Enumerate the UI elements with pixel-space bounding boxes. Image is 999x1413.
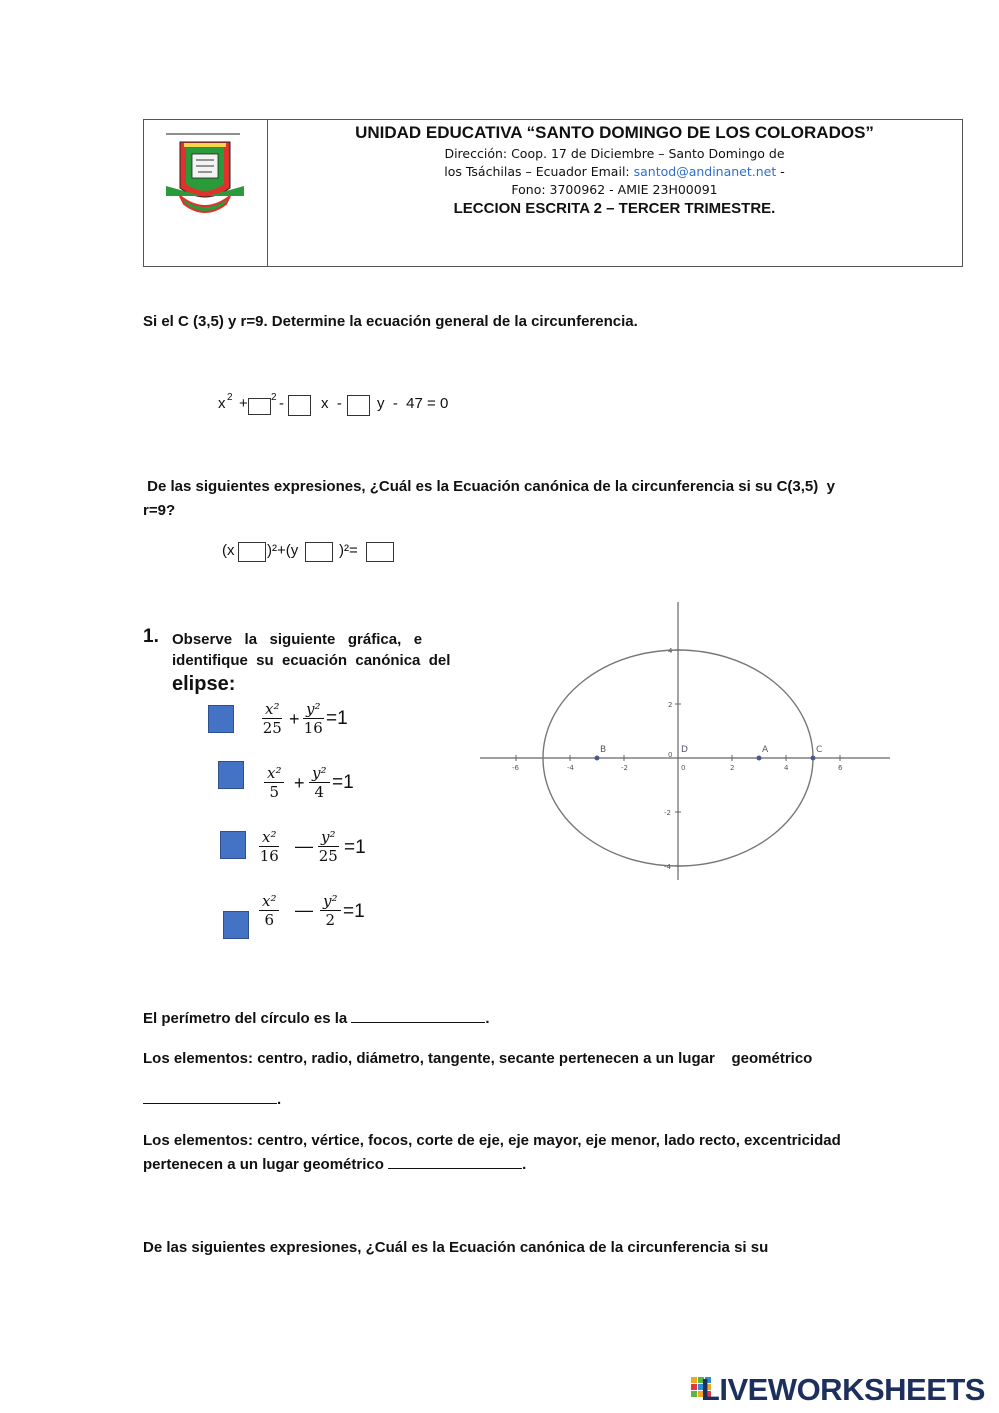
answer-box-5[interactable] (305, 542, 333, 562)
answer-box-1[interactable] (248, 398, 271, 415)
liveworksheets-brand[interactable]: LIVEWORKSHEETS (700, 1372, 985, 1407)
point-label-b: B (600, 745, 607, 755)
phone-line: Fono: 3700962 - AMIE 23H00091 (511, 182, 718, 197)
point-b (595, 756, 600, 761)
option-a-frac-1: $\frac{\text{x²}}{25}$ (262, 700, 282, 737)
eq-y-term: y - 47 = 0 (377, 395, 449, 412)
eq-x-term: x - (321, 395, 342, 412)
y-tick-label: -4 (664, 863, 671, 871)
x-tick-label: 4 (784, 764, 789, 772)
point-label-a: A (762, 745, 769, 755)
x-tick-label: 0 (681, 764, 686, 772)
eq-x-exp: 2 (227, 392, 233, 403)
eq-plus: + (239, 395, 248, 412)
option-c-frac-1: $\frac{\text{x²}}{16}$ (259, 828, 279, 865)
question-2-prompt-line-1: De las siguientes expresiones, ¿Cuál es la Ecuación canónica de la circunferencia si su C(3,5) y (143, 478, 835, 495)
option-b-checkbox[interactable] (218, 761, 244, 789)
address-line-2 (267, 164, 962, 179)
option-d-operator: — (295, 900, 313, 920)
y-tick-label: 4 (668, 647, 673, 655)
option-b-frac-2: $\frac{\text{y²}}{4}$ (309, 764, 330, 801)
option-c-operator: — (295, 836, 313, 856)
email-link[interactable]: santod@andinanet.net (633, 164, 777, 179)
point-a (757, 756, 762, 761)
option-d-frac-1: $\frac{\text{x²}}{6}$ (259, 892, 279, 929)
option-b-rhs: =1 (332, 772, 354, 793)
point-c (811, 756, 816, 761)
question-1-prompt: Si el C (3,5) y r=9. Determine la ecuación general de la circunferencia. (143, 313, 638, 330)
option-d-checkbox[interactable] (223, 911, 249, 939)
eq2-open-x: (x (222, 542, 235, 559)
option-b-operator: + (294, 773, 305, 793)
address-line-2-suffix: - (776, 164, 785, 179)
question-6-line-1: Los elementos: centro, vértice, focos, corte de eje, eje mayor, eje menor, lado recto, excentricidad (143, 1132, 841, 1149)
answer-box-3[interactable] (347, 395, 370, 416)
question-7: De las siguientes expresiones, ¿Cuál es la Ecuación canónica de la circunferencia si su (143, 1239, 769, 1256)
header-table (143, 119, 963, 267)
header-text-cell (267, 120, 962, 266)
question-3-text-line-2: identifique su ecuación canónica del (172, 652, 451, 669)
option-b-frac-1: $\frac{\text{x²}}{5}$ (264, 764, 284, 801)
eq-minus: - (279, 395, 284, 412)
address-line-1: Dirección: Coop. 17 de Diciembre – Santo Domingo de (444, 146, 785, 161)
school-name: UNIDAD EDUCATIVA “SANTO DOMINGO DE LOS COLORADOS” (355, 123, 874, 142)
school-crest-icon (144, 120, 267, 266)
point-label-d: D (681, 745, 688, 755)
option-d-frac-2: $\frac{\text{y²}}{2}$ (320, 892, 341, 929)
option-c-rhs: =1 (344, 837, 366, 858)
question-2-prompt-line-2: r=9? (143, 502, 176, 519)
option-a-checkbox[interactable] (208, 705, 234, 733)
option-a-rhs: =1 (326, 708, 348, 729)
option-c-checkbox[interactable] (220, 831, 246, 859)
x-tick-label: -2 (621, 764, 628, 772)
address-line-2-prefix: los Tsáchilas – Ecuador Email: (444, 164, 634, 179)
question-2-equation (222, 542, 422, 564)
eq2-end: )²= (339, 542, 358, 559)
answer-box-2[interactable] (288, 395, 311, 416)
x-tick-label: 2 (730, 764, 735, 772)
eq-y-exp: 2 (271, 392, 277, 403)
question-4: El perímetro del círculo es la . (143, 1010, 490, 1027)
point-label-c: C (816, 745, 823, 755)
option-d-rhs: =1 (343, 901, 365, 922)
question-1-equation (218, 392, 478, 419)
x-tick-label: 6 (838, 764, 843, 772)
option-a-frac-2: $\frac{\text{y²}}{16}$ (303, 700, 323, 737)
question-3-number: 1. (143, 626, 159, 647)
blank-line[interactable] (143, 1091, 277, 1104)
answer-box-4[interactable] (238, 542, 266, 562)
x-tick-label: -6 (512, 764, 519, 772)
y-tick-label: 0 (668, 751, 673, 759)
ellipse-graph (478, 600, 892, 885)
answer-box-6[interactable] (366, 542, 394, 562)
question-5-answer: . (143, 1091, 281, 1108)
question-5: Los elementos: centro, radio, diámetro, tangente, secante pertenecen a un lugar geométrico (143, 1050, 813, 1067)
question-6-line-2: pertenecen a un lugar geométrico . (143, 1156, 527, 1173)
blank-line[interactable] (351, 1010, 485, 1023)
eq2-mid: )²+(y (267, 542, 299, 559)
question-3-text-line-3: elipse: (172, 673, 236, 695)
blank-line[interactable] (388, 1156, 522, 1169)
lesson-title: LECCION ESCRITA 2 – TERCER TRIMESTRE. (453, 200, 776, 217)
option-c-frac-2: $\frac{\text{y²}}{25}$ (318, 828, 338, 865)
question-3-text-line-1: Observe la siguiente gráfica, e (172, 631, 423, 648)
y-tick-label: 2 (668, 701, 673, 709)
x-tick-label: -4 (567, 764, 574, 772)
option-a-operator: + (289, 709, 300, 729)
y-tick-label: -2 (664, 809, 671, 817)
school-logo-cell (144, 120, 268, 266)
eq-x: x (218, 395, 226, 412)
